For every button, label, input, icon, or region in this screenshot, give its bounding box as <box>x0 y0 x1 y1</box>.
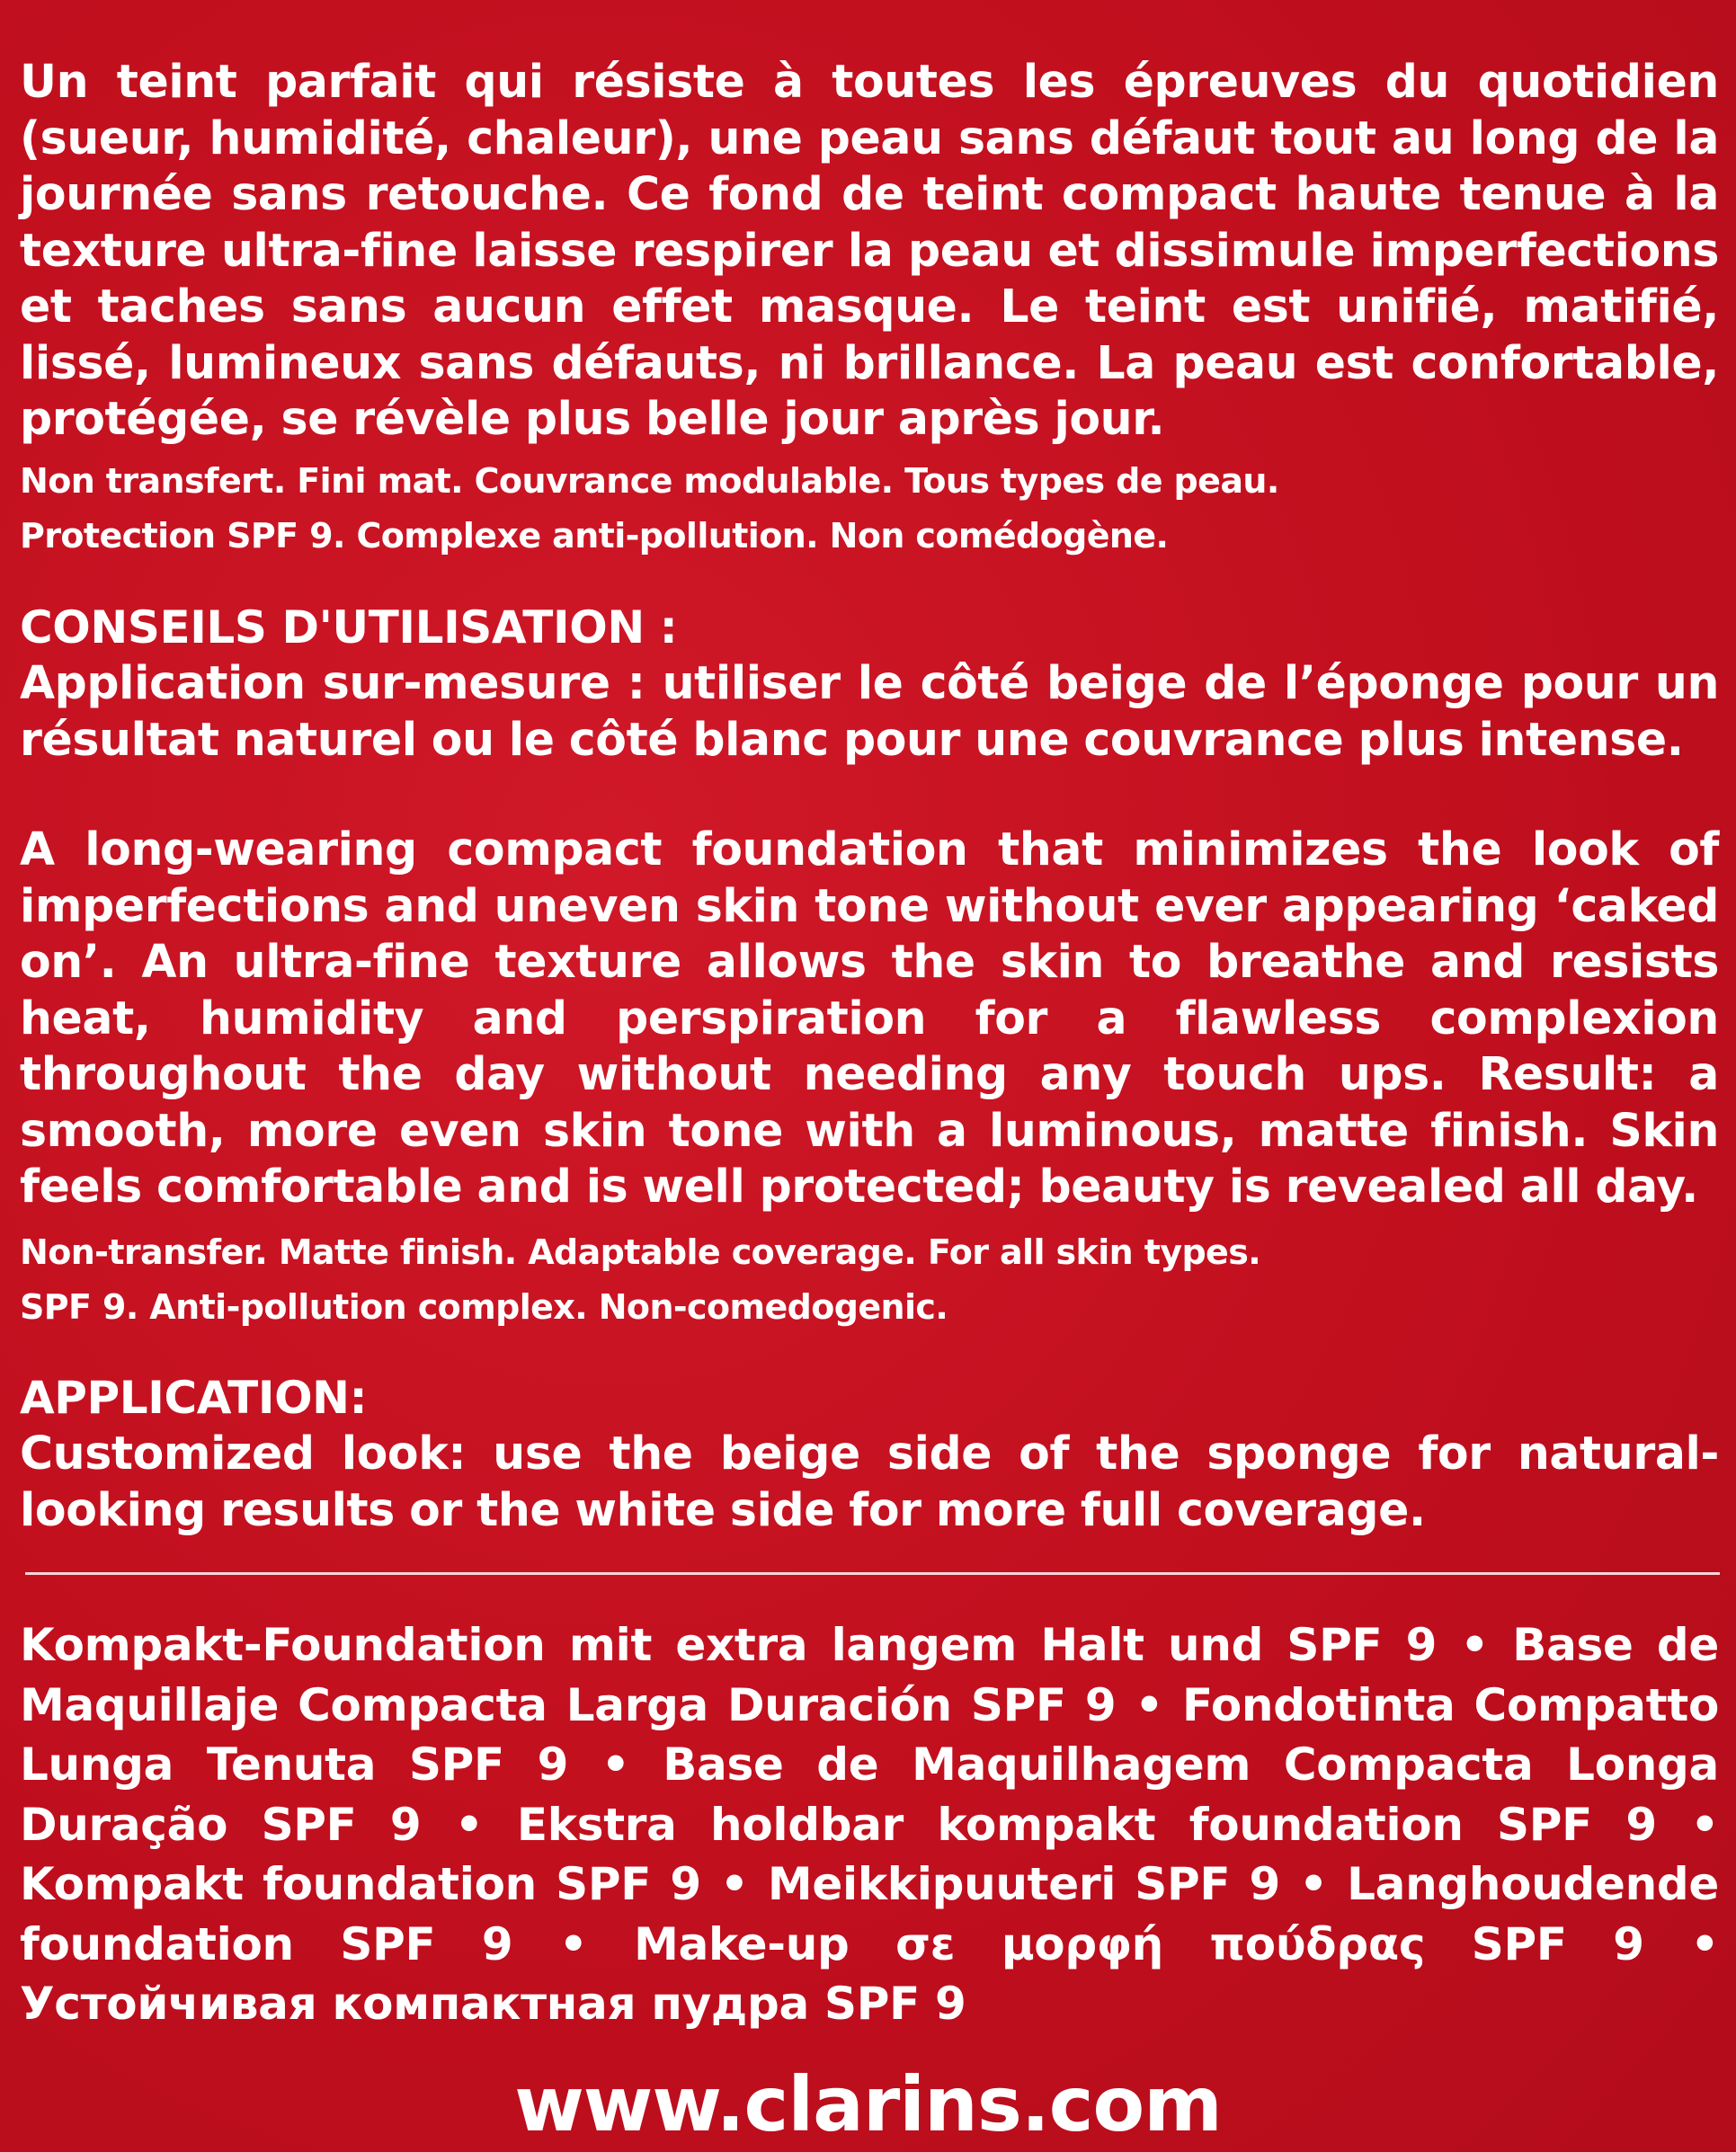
english-description: A long-wearing compact foundation that minimizes the look of imperfections and uneven skin tone without ever appearing ‘caked on’. An ultra-fine texture allows the skin to breathe and resists heat, humidity and perspiration for a flawless complexion throughout the day without needing any touch ups. Result: a smooth, more even skin tone with a luminous, matte finish. Skin feels comfortable and is well protected; beauty is revealed all day. <box>20 823 1719 1213</box>
english-note-line: SPF 9. Anti-pollution complex. Non-comedogenic. <box>20 1287 948 1327</box>
french-application-heading: CONSEILS D'UTILISATION : <box>20 601 678 654</box>
french-notes <box>20 454 1719 564</box>
english-note-line: Non-transfer. Matte finish. Adaptable coverage. For all skin types. <box>20 1232 1261 1272</box>
multilingual-product-names: Kompakt-Foundation mit extra langem Halt und SPF 9 • Base de Maquillaje Compacta Larga Duración SPF 9 • Fondotinta Compatto Lunga Tenuta SPF 9 • Base de Maquilhagem Compacta Longa Duração SPF 9 • Ekstra holdbar kompakt foundation SPF 9 • Kompakt foundation SPF 9 • Meikkipuuteri SPF 9 • Langhoudende foundation SPF 9 • Make-up σε μορφή πούδρας SPF 9 • Устойчивая компактная пудра SPF 9 <box>20 1619 1719 2030</box>
website-url: www.clarins.com <box>514 2060 1222 2148</box>
french-description: Un teint parfait qui résiste à toutes les épreuves du quotidien (sueur, humidité, chaleur), une peau sans défaut tout au long de la journée sans retouche. Ce fond de teint compact haute tenue à la texture ultra-fine laisse respirer la peau et dissimule imperfections et taches sans aucun effet masque. Le teint est unifié, matifié, lissé, lumineux sans défauts, ni brillance. La peau est confortable, protégée, se révèle plus belle jour après jour. <box>20 55 1719 445</box>
english-application-heading: APPLICATION: <box>20 1372 368 1424</box>
french-note-line: Protection SPF 9. Complexe anti-pollution. Non comédogène. <box>20 516 1169 556</box>
french-note-line: Non transfert. Fini mat. Couvrance modulable. Tous types de peau. <box>20 461 1279 501</box>
french-application-text: Application sur-mesure : utiliser le côté beige de l’éponge pour un résultat naturel ou le côté blanc pour une couvrance plus intense. <box>20 656 1719 766</box>
section-divider <box>25 1572 1720 1575</box>
english-notes <box>20 1225 1719 1335</box>
english-application-text: Customized look: use the beige side of the sponge for natural-looking results or the white side for more full coverage. <box>20 1427 1719 1536</box>
